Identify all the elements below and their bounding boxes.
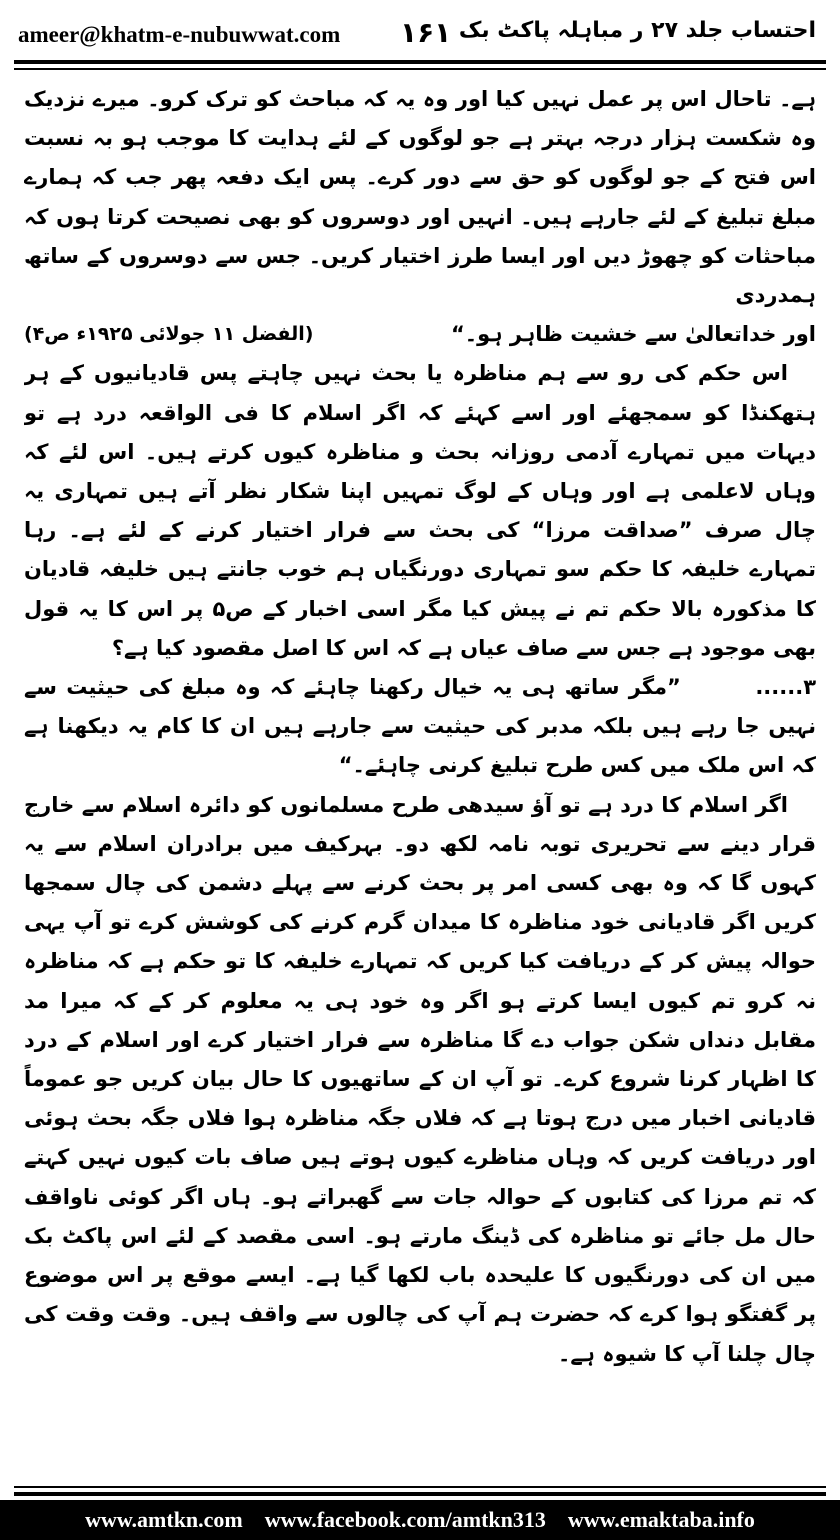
footer-link-amtkn[interactable]: www.amtkn.com [85,1507,243,1532]
header-email: ameer@khatm-e-nubuwwat.com [18,22,341,47]
paragraph-1: ہے۔ تاحال اس پر عمل نہیں کیا اور وہ یہ کہ مباحث کو ترک کرو۔ میرے نزدیک وہ شکست ہزار درجہ بہتر ہے جو لوگوں کے لئے ہدایت کا موجب ہو بہ نسبت اس فتح کے جو لوگوں کو حق سے دور کرے۔ پس ایک دفعہ پھر جب کہ ہمارے مبلغ تبلیغ کے لئے جارہے ہیں۔ انہیں اور دوسروں کو بھی نصیحت کرتا ہوں کہ مباحثات کو چھوڑ دیں اور ایسا طرز اختیار کریں۔ جس سے دوسروں کے ساتھ ہمدردی [24,87,816,308]
page-header [0,0,840,58]
header-rule-thick [14,60,826,64]
footer-link-emaktaba[interactable]: www.emaktaba.info [567,1507,755,1532]
citation: (الفضل ۱۱ جولائی ۱۹۲۵ء ص۴) [24,323,314,346]
footer-bar [0,1500,840,1540]
paragraph-2: اس حکم کی رو سے ہم مناظرہ یا بحث نہیں چاہتے پس قادیانیوں کے ہر ہتھکنڈا کو سمجھئے اور اسے کہئے کہ اگر اسلام کا فی الواقعہ درد ہے تو دیہات میں تمہارے آدمی روزانہ بحث و مناظرہ کیوں کرتے ہیں۔ اس لئے کہ وہاں لاعلمی ہے اور وہاں کے لوگ تمہیں اپنا شکار نظر آتے ہیں تمہاری یہ چال صرف ”صداقت مرزا“ کی بحث سے فرار اختیار کرنے کے لئے ہے۔ رہا تمہارے خلیفہ کا حکم سو تمہاری دورنگیاں ہم خوب جانتے ہیں خلیفہ قادیان کا مذکورہ بالا حکم تم نے پیش کیا مگر اسی اخبار کے ص۵ پر اس کا یہ قول بھی موجود ہے جس سے صاف عیاں ہے کہ اس کا اصل مقصود کیا ہے؟ [24,361,816,660]
footer-rule-thin [14,1486,826,1488]
header-rule-thin [14,68,826,70]
page-body [24,80,816,1470]
footer-rule-thick [14,1492,826,1496]
paragraph-1-end: اور خداتعالیٰ سے خشیت ظاہر ہو۔“ [451,322,816,347]
citation-line [24,315,816,354]
quote-block [24,668,816,786]
item-number: ۳...... [755,675,816,700]
page-number: ۱۶۱ [400,16,452,49]
quote-text: ”مگر ساتھ ہی یہ خیال رکھنا چاہئے کہ وہ مبلغ کی حیثیت سے نہیں جا رہے ہیں بلکہ مدبر کی حیثیت سے جارہے ہیں ان کا کام یہ دیکھنا ہے کہ اس ملک میں کس طرح تبلیغ کرنی چاہئے۔“ [24,675,816,778]
book-title: احتساب جلد ۲۷ ر مباہلہ پاکٹ بک [458,18,816,43]
footer-link-facebook[interactable]: www.facebook.com/amtkn313 [264,1507,546,1532]
paragraph-3: اگر اسلام کا درد ہے تو آؤ سیدھی طرح مسلمانوں کو دائرہ اسلام سے خارج قرار دینے سے تحریری توبہ نامہ لکھ دو۔ بہرکیف میں برادران اسلام سے یہ کہوں گا کہ وہ بھی کسی امر پر بحث کرنے سے پہلے دشمن کی چال سمجھا کریں اگر قادیانی خود مناظرہ کا میدان گرم کرنے کی کوشش کرے تو آپ یہی حوالہ پیش کر کے دریافت کیا کریں کہ تمہارے خلیفہ کا تو حکم ہے کہ مناظرہ نہ کرو تم کیوں ایسا کرتے ہو اگر وہ خود ہی یہ معلوم کر کے کہ میرا مد مقابل دنداں شکن جواب دے گا مناظرہ سے فرار اختیار کرے اور اسلام کے درد کا اظہار کرنا شروع کرے۔ تو آپ ان کے ساتھیوں کا حال بیان کریں جو عموماً قادیانی اخبار میں درج ہوتا ہے کہ فلاں جگہ مناظرہ ہوا فلاں جگہ بحث ہوئی اور دریافت کریں کہ وہاں مناظرے کیوں ہوتے ہیں صاف بات کیوں نہیں کہتے کہ تم مرزا کی کتابوں کے حوالہ جات سے گھبراتے ہو۔ ہاں اگر کوئی ناواقف حال مل جائے تو مناظرہ کی ڈینگ مارتے ہو۔ اسی مقصد کے لئے اس پاکٹ بک میں ان کی دورنگیوں کا علیحدہ باب لکھا گیا ہے۔ ایسے موقع پر اس موضوع پر گفتگو ہوا کرے کہ حضرت ہم آپ کی چالوں سے واقف ہیں۔ وقت وقت کی چال چلنا آپ کا شیوہ ہے۔ [24,792,816,1366]
